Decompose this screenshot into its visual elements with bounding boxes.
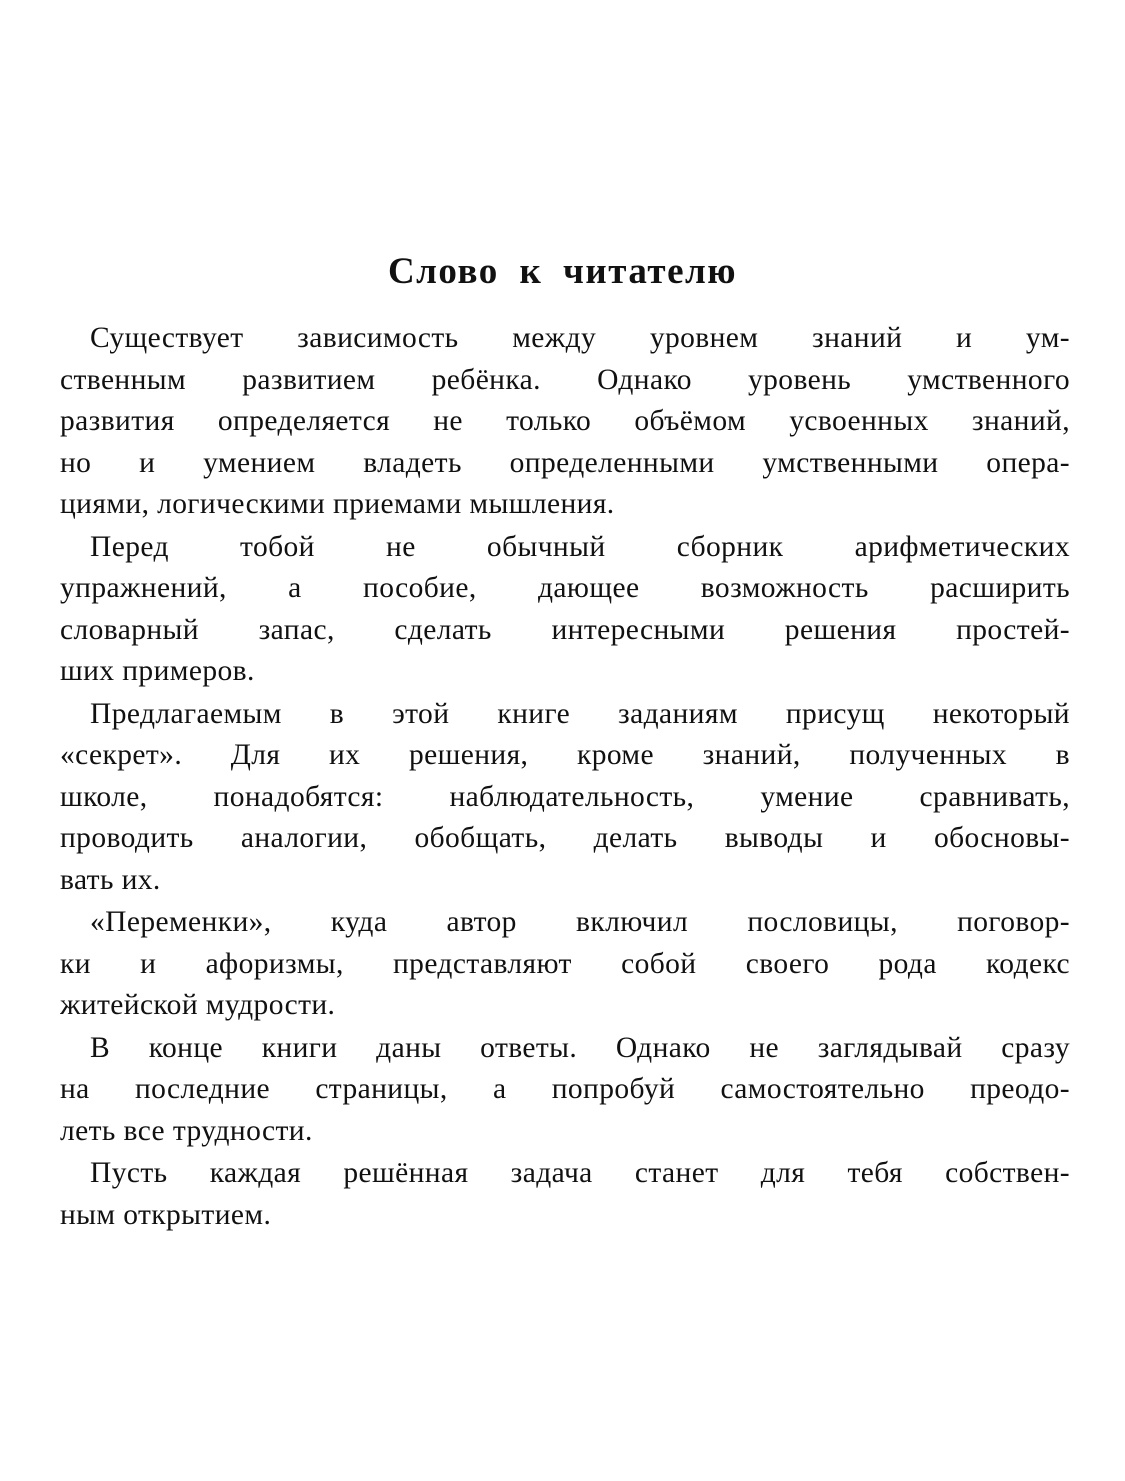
- text-line: упражнений, а пособие, дающее возможность расширить: [60, 572, 1070, 604]
- text-line: ки и афоризмы, представляют собой своего рода кодекс: [60, 947, 1070, 980]
- text-line: проводить аналогии, обобщать, делать выводы и обосновы-: [60, 822, 1070, 854]
- text-line: ственным развитием ребёнка. Однако уровень умственного: [60, 363, 1070, 396]
- text-line: Существует зависимость между уровнем знаний и ум-: [90, 322, 1070, 354]
- text-line: словарный запас, сделать интересными решения простей-: [60, 613, 1070, 646]
- paragraph-3: [60, 694, 1070, 902]
- text-line: вать их.: [60, 863, 161, 896]
- text-line: житейской мудрости.: [60, 989, 336, 1021]
- text-line: ших примеров.: [60, 655, 255, 687]
- text-line: Предлагаемым в этой книге заданиям присущ некоторый: [90, 697, 1070, 730]
- text-line: «Переменки», куда автор включил пословицы, поговор-: [90, 906, 1070, 938]
- text-line: циями, логическими приемами мышления.: [60, 488, 615, 520]
- text-line: леть все трудности.: [60, 1114, 313, 1147]
- paragraph-6: [60, 1153, 1070, 1236]
- paragraph-4: [60, 902, 1070, 1027]
- text-line: Перед тобой не обычный сборник арифметических: [90, 530, 1070, 563]
- text-line: Пусть каждая решённая задача станет для тебя собствен-: [90, 1157, 1070, 1189]
- body-text: [60, 318, 1070, 1236]
- paragraph-1: [60, 318, 1070, 526]
- text-line: развития определяется не только объёмом усвоенных знаний,: [60, 405, 1070, 437]
- text-line: ным открытием.: [60, 1198, 272, 1231]
- text-line: «секрет». Для их решения, кроме знаний, полученных в: [60, 739, 1070, 771]
- paragraph-2: [60, 527, 1070, 693]
- text-line: школе, понадобятся: наблюдательность, умение сравнивать,: [60, 780, 1070, 813]
- paragraph-5: [60, 1028, 1070, 1153]
- page-title: Слово к читателю: [387, 251, 738, 292]
- text-line: на последние страницы, а попробуй самостоятельно преодо-: [60, 1073, 1070, 1105]
- text-line: но и умением владеть определенными умственными опера-: [60, 446, 1070, 479]
- text-line: В конце книги даны ответы. Однако не заглядывай сразу: [90, 1031, 1070, 1064]
